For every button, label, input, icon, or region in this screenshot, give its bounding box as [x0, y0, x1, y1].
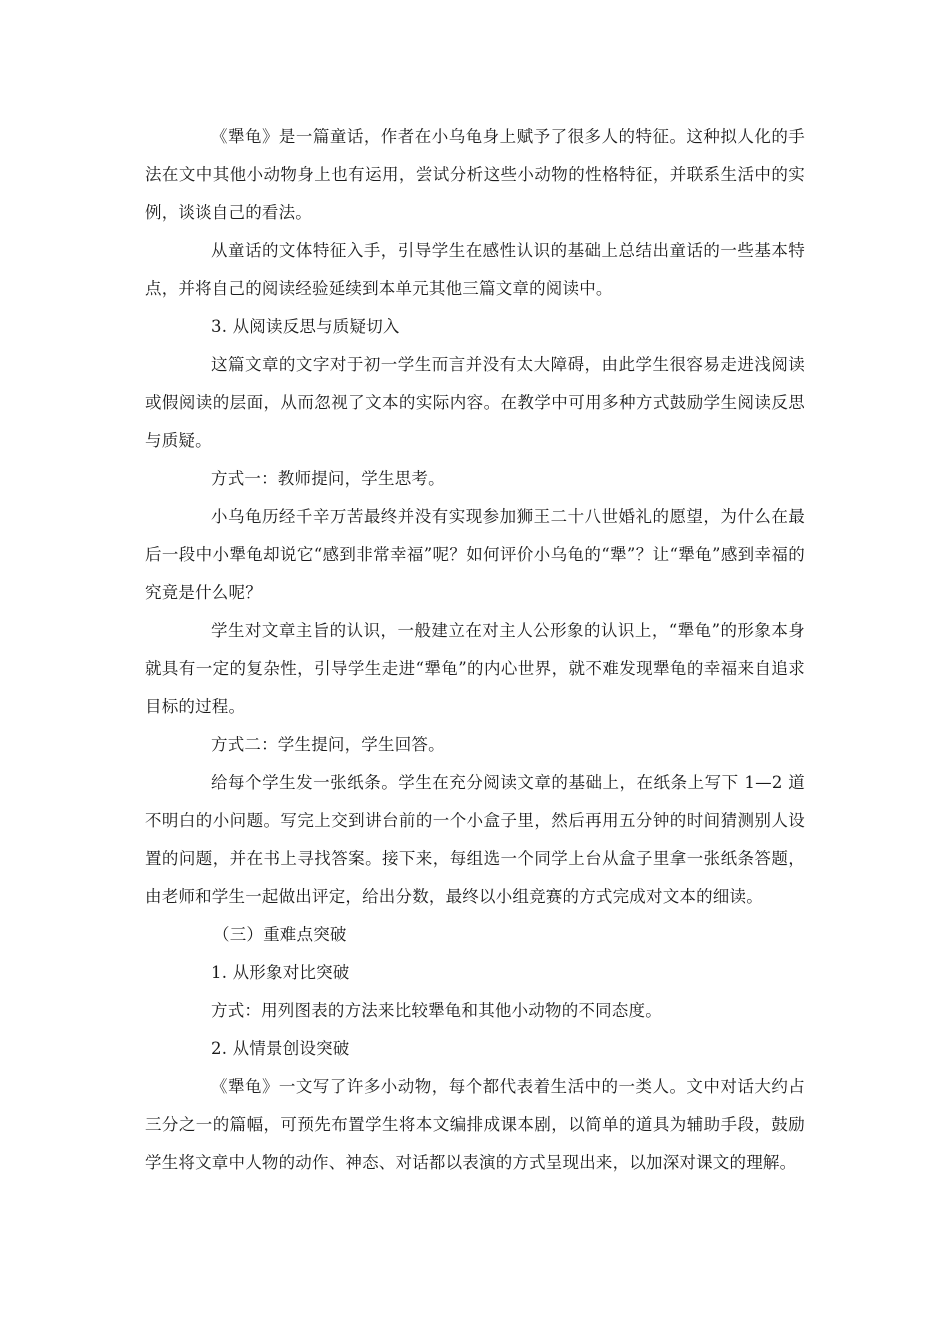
paragraph-paper-slips: 给每个学生发一张纸条。学生在充分阅读文章的基础上，在纸条上写下 1—2 道不明白的小问题。写完上交到讲台前的一个小盒子里，然后再用五分钟的时间猜测别人设置的问题，并在书上寻找答案。接下来，每组选一个同学上台从盒子里拿一张纸条答题，由老师和学生一起做出评定，给出分数，最终以小组竞赛的方式完成对文本的细读。 [145, 773, 805, 906]
heading-method-one: 方式一：教师提问，学生思考。 [211, 469, 445, 488]
paragraph-reading-obstacles: 这篇文章的文字对于初一学生而言并没有太大障碍，由此学生很容易走进浅阅读或假阅读的层面，从而忽视了文本的实际内容。在教学中可用多种方式鼓励学生阅读反思与质疑。 [145, 355, 805, 450]
heading-method-two: 方式二：学生提问，学生回答。 [211, 735, 445, 754]
paragraph-textbook-drama: 《犟龟》一文写了许多小动物，每个都代表着生活中的一类人。文中对话大约占三分之一的篇幅，可预先布置学生将本文编排成课本剧，以简单的道具为辅助手段，鼓励学生将文章中人物的动作、神态、对话都以表演的方式呈现出来，以加深对课文的理解。 [145, 1077, 805, 1172]
heading-scenario-creation: 2. 从情景创设突破 [211, 1039, 350, 1058]
paragraph-fairy-tale-analysis: 《犟龟》是一篇童话，作者在小乌龟身上赋予了很多人的特征。这种拟人化的手法在文中其他小动物身上也有运用，尝试分析这些小动物的性格特征，并联系生活中的实例，谈谈自己的看法。 [145, 127, 805, 222]
paragraph-teacher-questions: 小乌龟历经千辛万苦最终并没有实现参加狮王二十八世婚礼的愿望，为什么在最后一段中小犟龟却说它“感到非常幸福”呢？如何评价小乌龟的“犟”？让“犟龟”感到幸福的究竟是什么呢？ [145, 507, 805, 602]
paragraph-chart-method: 方式：用列图表的方法来比较犟龟和其他小动物的不同态度。 [211, 1001, 662, 1020]
heading-reading-reflection: 3. 从阅读反思与质疑切入 [211, 317, 400, 336]
heading-image-contrast: 1. 从形象对比突破 [211, 963, 350, 982]
heading-key-difficulties: （三）重难点突破 [213, 925, 347, 944]
paragraph-theme-understanding: 学生对文章主旨的认识，一般建立在对主人公形象的认识上，“犟龟”的形象本身就具有一定的复杂性，引导学生走进“犟龟”的内心世界，就不难发现犟龟的幸福来自追求目标的过程。 [145, 621, 805, 716]
paragraph-genre-features: 从童话的文体特征入手，引导学生在感性认识的基础上总结出童话的一些基本特点，并将自己的阅读经验延续到本单元其他三篇文章的阅读中。 [145, 241, 805, 298]
